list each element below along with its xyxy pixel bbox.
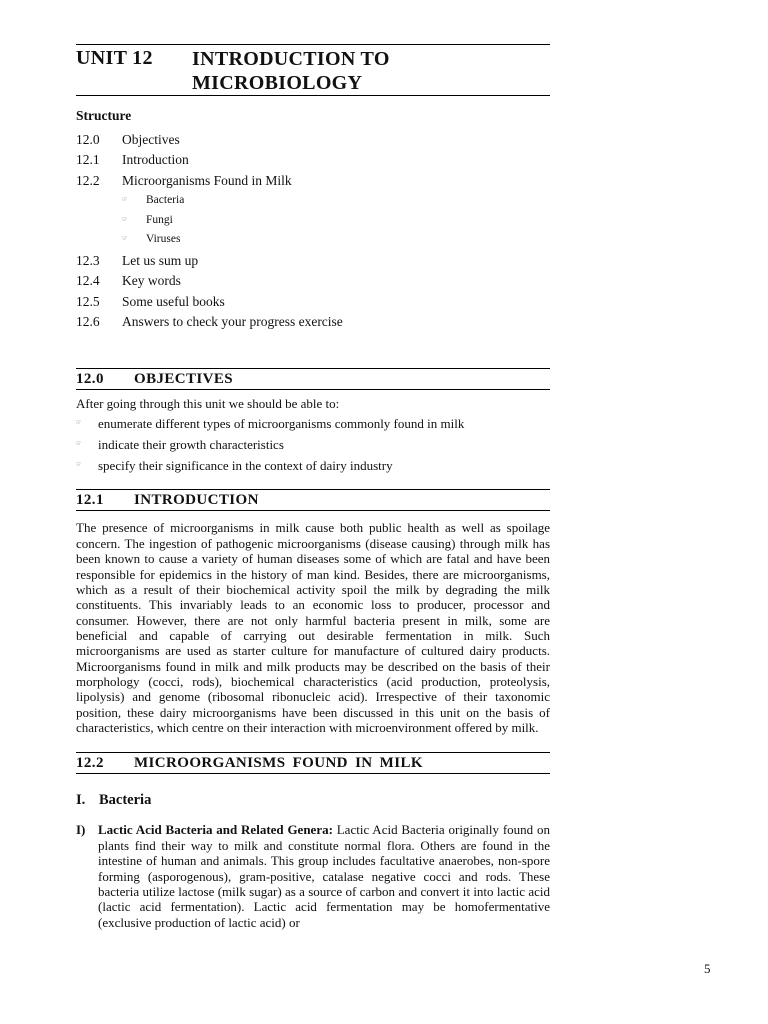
list-item-text: specify their significance in the context of dairy industry	[98, 458, 393, 474]
unit-title	[192, 47, 390, 95]
item-title: Lactic Acid Bacteria and Related Genera:	[98, 822, 333, 838]
toc-sub-label: Bacteria	[146, 193, 185, 206]
section-number: 12.1	[76, 492, 104, 509]
section-title: MICROORGANISMS FOUND IN MILK	[134, 755, 423, 772]
toc-item	[76, 150, 550, 170]
toc-item	[76, 171, 550, 191]
page-number: 5	[704, 961, 711, 976]
unit-title-line2: MICROBIOLOGY	[192, 72, 363, 94]
toc-label: Answers to check your progress exercise	[122, 313, 343, 329]
subsection-number: I.	[76, 792, 86, 809]
toc-label: Let us sum up	[122, 252, 199, 268]
introduction-paragraph: The presence of microorganisms in milk cause both public health as well as spoilage concern. The ingestion of pathogenic microorganisms (disease causing) through milk has been known to cause a variety of human diseases some of which are fatal and have been responsible for epidemics in the history of man kind. Besides, there are microorganisms, which as a result of their biochemical activity spoil the milk by degrading the milk constituents. This invariably leads to an economic loss to producer, processor and consumer. However, there are not only harmful bacteria present in milk, some are beneficial and capable of carrying out desirable fermentation in milk. Such microorganisms are used as starter culture for manufacture of cultured dairy products. Microorganisms found in milk and milk products may be described on the basis of their morphology (cocci, rods), biochemical characteristics (acid production, proteolysis, lipolysis) and genome (ribosomal ribonucleic acid). Irrespective of their taxonomic position, these dairy microorganisms have been discussed in this unit on the basis of characteristics, which centre on their interaction with microenvironment offered by milk.	[76, 520, 550, 735]
toc-label: Introduction	[122, 152, 189, 168]
toc-label: Microorganisms Found in Milk	[122, 172, 292, 188]
toc-number: 12.6	[76, 313, 100, 329]
list-item-text: enumerate different types of microorganisms commonly found in milk	[98, 416, 465, 432]
toc-number: 12.2	[76, 172, 100, 188]
hand-pointer-icon: ☞	[122, 196, 128, 203]
toc-sub-label: Fungi	[146, 213, 173, 226]
unit-number: UNIT 12	[76, 47, 153, 69]
toc-number: 12.4	[76, 273, 100, 289]
list-item	[76, 434, 550, 455]
item-number: I)	[76, 822, 86, 838]
section-number: 12.2	[76, 755, 104, 772]
objectives-intro: After going through this unit we should be able to:	[76, 396, 340, 412]
toc-item	[76, 130, 550, 150]
section-number: 12.0	[76, 371, 104, 388]
document-page	[76, 44, 550, 930]
lactic-acid-bacteria-item	[76, 822, 550, 930]
toc-number: 12.3	[76, 252, 100, 268]
hand-pointer-icon: ☞	[76, 462, 82, 469]
section-title: INTRODUCTION	[134, 492, 259, 509]
toc-label: Some useful books	[122, 293, 225, 309]
toc-label: Objectives	[122, 132, 180, 147]
toc-item	[76, 251, 550, 271]
microorganisms-heading	[76, 752, 550, 774]
toc-number: 12.5	[76, 293, 100, 309]
toc-number: 12.0	[76, 132, 100, 147]
unit-header	[76, 44, 550, 96]
toc-item	[76, 271, 550, 291]
item-body: Lactic Acid Bacteria originally found on plants find their way to milk and constitute normal flora. Others are found in the intestine of human and animals. This group includes facultative anaerobes, non-spore forming (asporogenous), gram-positive, catalase negative cocci and rods. These bacteria utilize lactose (milk sugar) as a source of carbon and convert it into lactic acid (lactic acid fermentation). Lactic acid fermentation may be homofermentative (exclusive production of lactic acid) or	[98, 822, 550, 930]
table-of-contents	[76, 130, 550, 332]
toc-label: Key words	[122, 273, 181, 289]
bacteria-subheading	[76, 792, 550, 809]
toc-sub-item	[76, 191, 550, 211]
list-item-text: indicate their growth characteristics	[98, 437, 284, 453]
hand-pointer-icon: ☞	[122, 236, 128, 243]
structure-label: Structure	[76, 108, 132, 123]
hand-pointer-icon: ☞	[76, 420, 82, 427]
objectives-list	[76, 413, 550, 476]
list-item	[76, 455, 550, 476]
toc-sub-item	[76, 211, 550, 231]
list-item	[76, 413, 550, 434]
unit-title-line1: INTRODUCTION TO	[192, 48, 390, 70]
toc-number: 12.1	[76, 152, 100, 168]
hand-pointer-icon: ☞	[122, 216, 128, 223]
objectives-heading	[76, 368, 550, 390]
toc-sub-label: Viruses	[146, 233, 181, 246]
toc-item	[76, 292, 550, 312]
hand-pointer-icon: ☞	[76, 441, 82, 448]
toc-item	[76, 312, 550, 332]
introduction-heading	[76, 489, 550, 511]
section-title: OBJECTIVES	[134, 371, 234, 388]
subsection-title: Bacteria	[99, 792, 152, 809]
toc-sub-item	[76, 230, 550, 250]
item-text	[98, 822, 550, 930]
